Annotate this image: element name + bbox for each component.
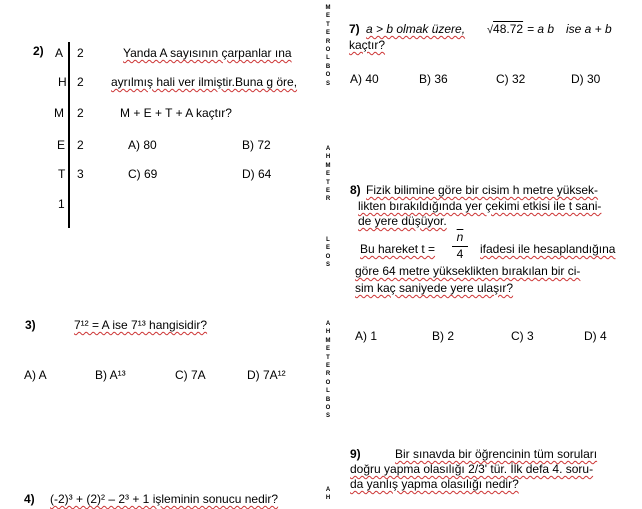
q8-option-d: D) 4 bbox=[584, 329, 607, 343]
q2-option-c: C) 69 bbox=[128, 167, 158, 181]
q8-option-b: B) 2 bbox=[432, 329, 455, 343]
q2-text-line2: ayrılmış hali ver ilmiştir.Buna g öre, bbox=[111, 75, 298, 89]
q2-option-a: A) 80 bbox=[128, 138, 157, 152]
q3-option-c: C) 7A bbox=[175, 368, 206, 382]
q3-option-d: D) 7A¹² bbox=[247, 368, 286, 382]
q4-number: 4) bbox=[24, 492, 35, 506]
q2-digit: 2 bbox=[77, 46, 84, 60]
q3-option-b: B) A¹³ bbox=[95, 368, 126, 382]
q7-option-c: C) 32 bbox=[496, 72, 526, 86]
q2-number: 2) bbox=[33, 44, 44, 58]
q8-number: 8) bbox=[350, 183, 361, 197]
q7-equals: = a b bbox=[527, 22, 555, 36]
vertical-watermark-text: A H bbox=[325, 487, 331, 502]
q7-option-d: D) 30 bbox=[571, 72, 601, 86]
q9-line3: da yanlış yapma olasılığı nedir? bbox=[350, 477, 519, 491]
q9-line2: doğru yapma olasılığı 2/3' tür. İlk defa 4. soru- bbox=[350, 462, 594, 476]
q3-option-a: A) A bbox=[24, 368, 47, 382]
q7-tail: ise a + b bbox=[566, 22, 612, 36]
q2-letter: T bbox=[58, 167, 66, 181]
q7-option-b: B) 36 bbox=[419, 72, 448, 86]
q2-digit: 2 bbox=[77, 75, 84, 89]
q2-last-digit: 1 bbox=[58, 197, 65, 211]
q9-number: 9) bbox=[350, 447, 361, 461]
q2-text-line1: Yanda A sayısının çarpanlar ına bbox=[123, 46, 292, 60]
q2-letter: A bbox=[55, 46, 64, 60]
q8-option-c: C) 3 bbox=[511, 329, 534, 343]
q7-radical: √48.72 bbox=[487, 22, 524, 36]
q8-line3: de yere düşüyor. bbox=[358, 214, 447, 228]
q2-factor-line bbox=[68, 42, 70, 228]
q8-line4a: Bu hareket t = bbox=[360, 242, 436, 256]
q2-letter: M bbox=[54, 106, 64, 120]
q2-option-d: D) 64 bbox=[242, 167, 272, 181]
vertical-watermark-text: A H M E T E R bbox=[325, 146, 331, 203]
q7-condition: a > b olmak üzere, bbox=[366, 22, 466, 36]
q7-number: 7) bbox=[349, 22, 360, 36]
q3-number: 3) bbox=[25, 318, 36, 332]
q8-line1: Fizik bilimine göre bir cisim h metre yüksek- bbox=[366, 183, 599, 197]
q7-option-a: A) 40 bbox=[350, 72, 379, 86]
q8-line5: göre 64 metre yükseklikten bırakılan bir ci- bbox=[355, 264, 581, 278]
q4-expression: (-2)³ + (2)² – 2³ + 1 işleminin sonucu nedir? bbox=[50, 492, 279, 506]
q2-letter: E bbox=[57, 138, 66, 152]
q2-option-b: B) 72 bbox=[242, 138, 271, 152]
q8-fraction-denominator: 4 bbox=[456, 247, 464, 261]
q8-option-a: A) 1 bbox=[355, 329, 378, 343]
vertical-watermark-text: M E T E R O L B O S bbox=[325, 5, 331, 87]
q7-question: kaçtır? bbox=[349, 38, 386, 52]
vertical-watermark-text: A H M E T E R O L B O S bbox=[325, 321, 331, 420]
q2-digit: 2 bbox=[77, 106, 84, 120]
q2-text-line3: M + E + T + A kaçtır? bbox=[120, 106, 232, 120]
q2-digit: 3 bbox=[77, 167, 84, 181]
q8-fraction-numerator: $\overline{n}$ bbox=[456, 230, 464, 244]
q8-line6: sim kaç saniyede yere ulaşır? bbox=[355, 281, 514, 295]
q2-digit: 2 bbox=[77, 138, 84, 152]
q8-line2: likten bırakıldığında yer çekimi etkisi ile t sani- bbox=[358, 199, 602, 213]
q9-line1: Bir sınavda bir öğrencinin tüm soruları bbox=[395, 447, 598, 461]
vertical-watermark-text: L E O S bbox=[325, 237, 331, 269]
q3-expression: 7¹² = A ise 7¹³ hangisidir? bbox=[74, 318, 208, 332]
q8-line4b: ifadesi ile hesaplandığına bbox=[480, 242, 616, 256]
q2-letter: H bbox=[58, 75, 67, 89]
